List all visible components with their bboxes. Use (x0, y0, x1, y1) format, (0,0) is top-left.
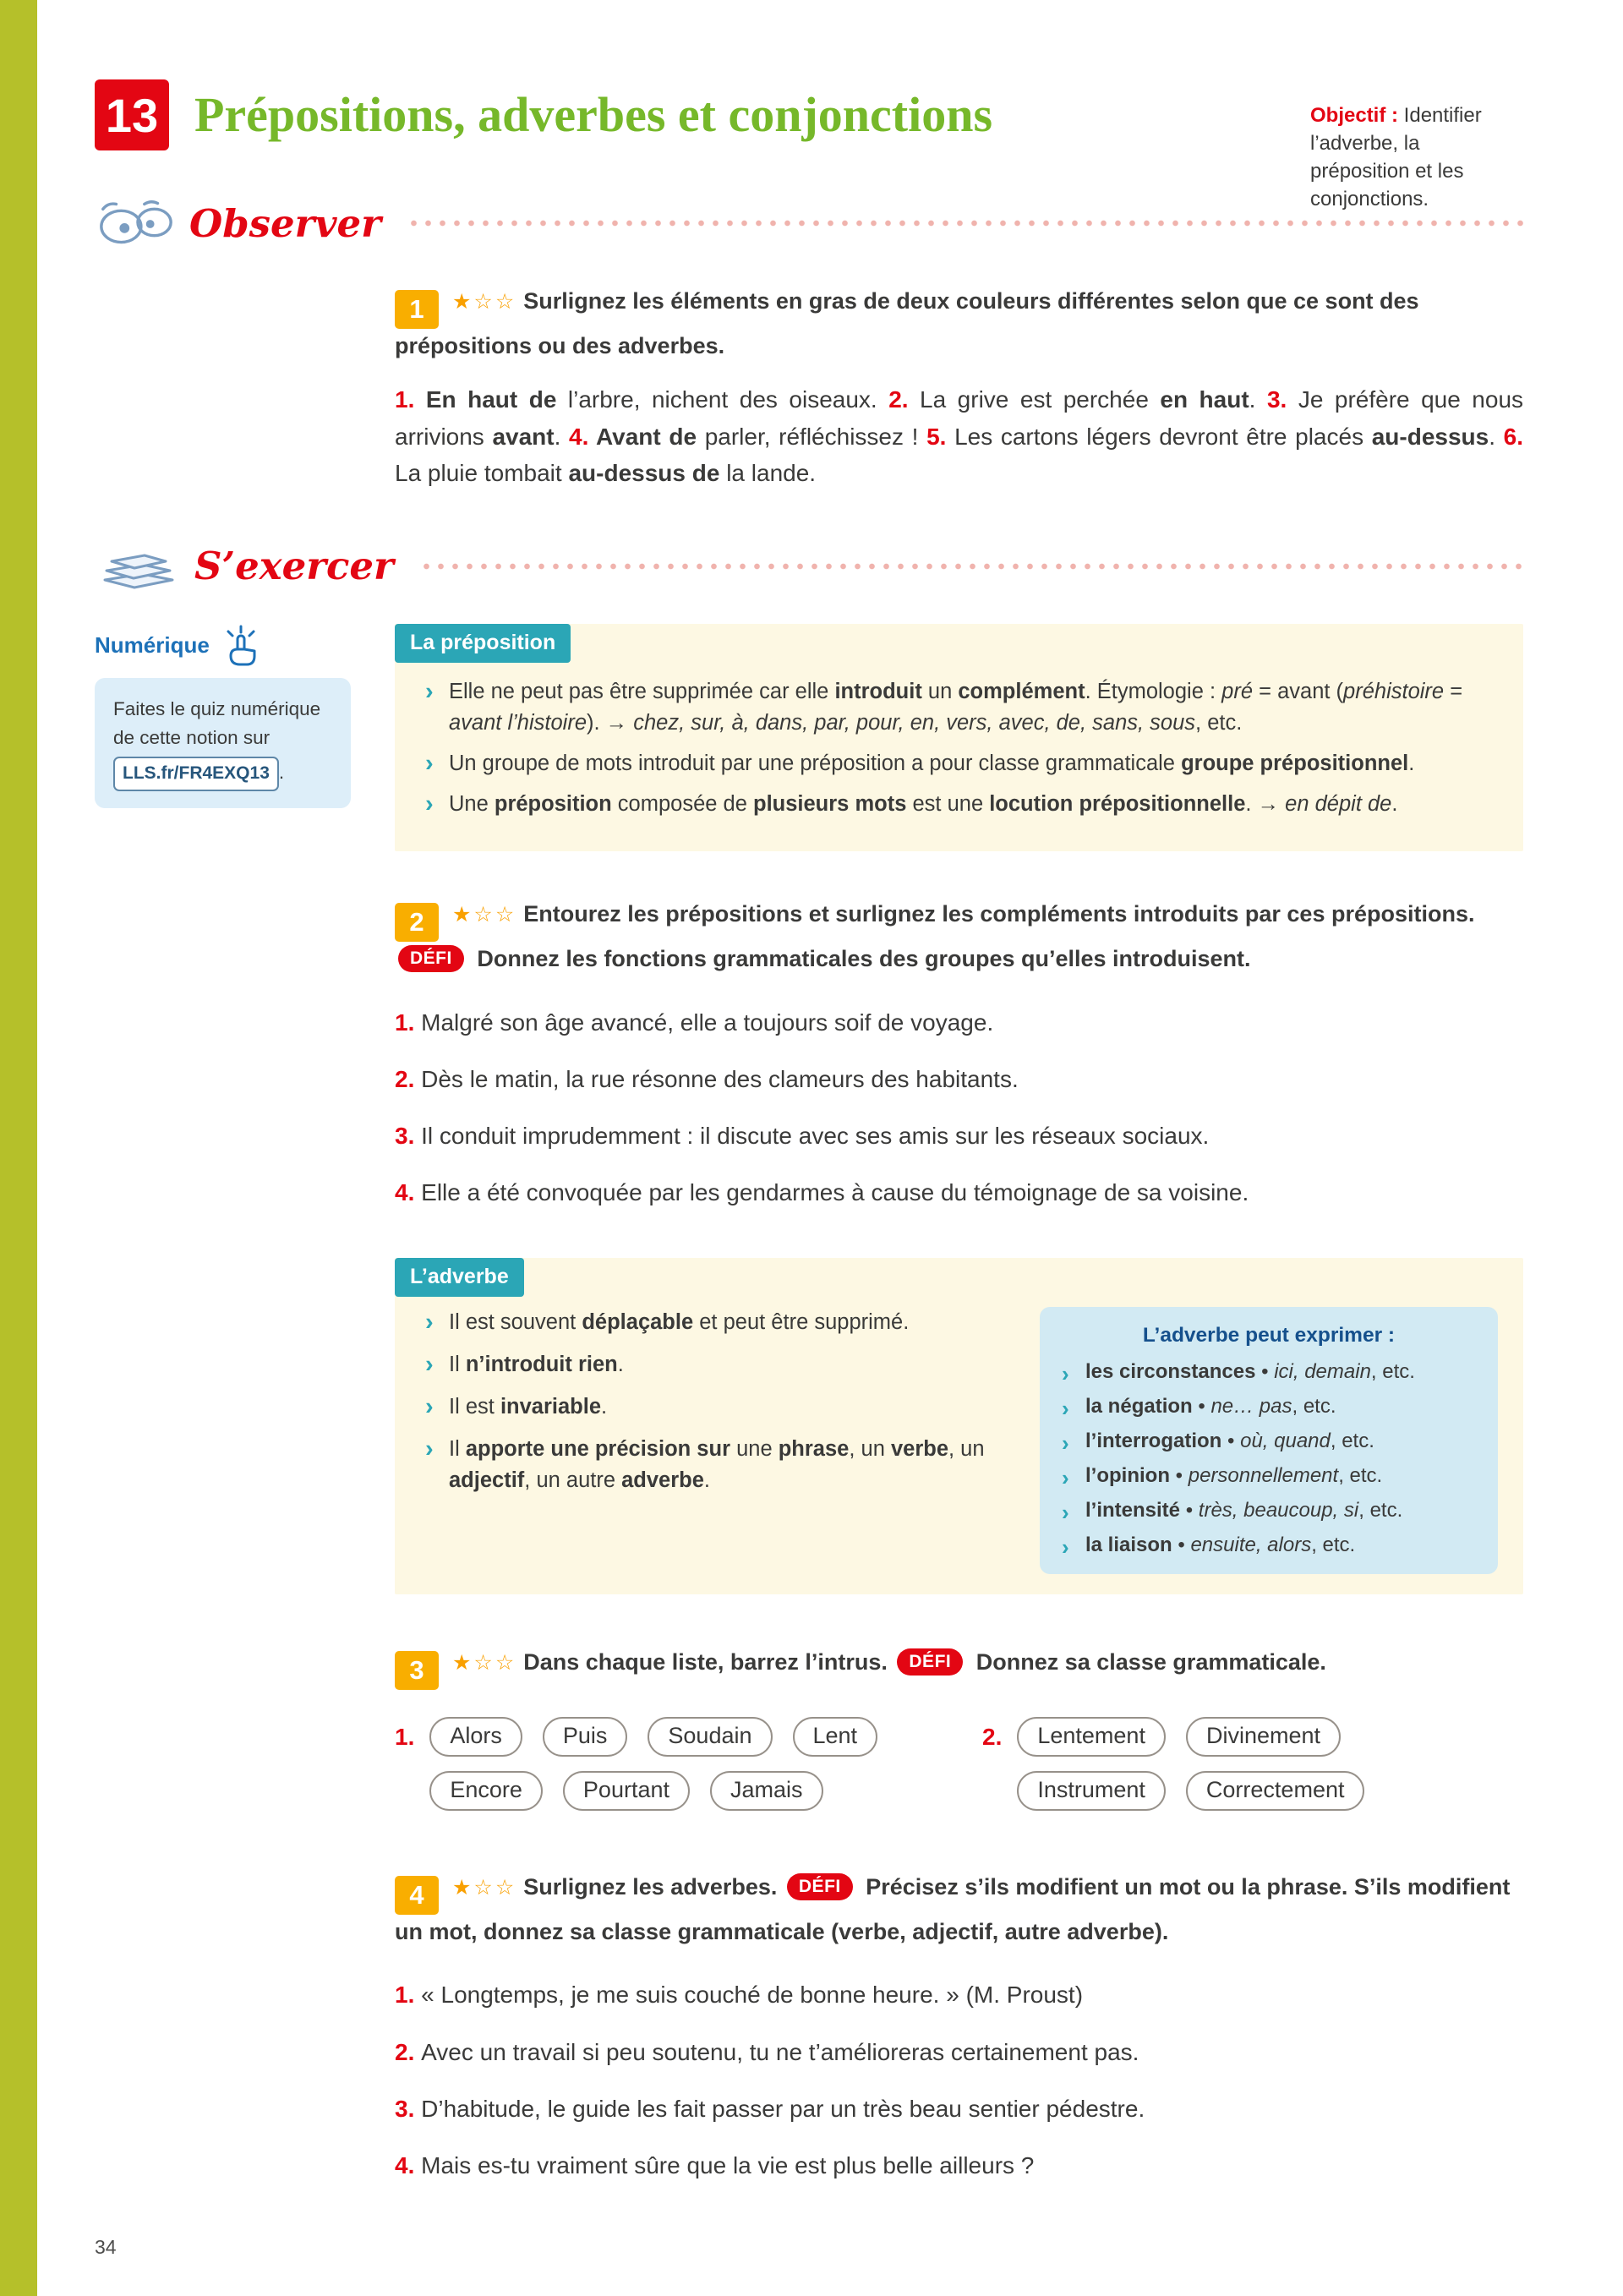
observer-section-header (95, 196, 1523, 250)
bullet-text: Un groupe de mots introduit par une préposition a pour classe grammaticale groupe prépositionnel. (449, 751, 1415, 775)
exercise-1-sentences: 1. En haut de l’arbre, nichent des oiseaux. 2. La grive est perchée en haut. 3. Je préfère que nous arrivions avant. 4. Avant de parler, réfléchissez ! 5. Les cartons légers devront être placés au-dessus. 6. La pluie tombait au-dessus de la lande. (395, 385, 1524, 487)
bullet-text: Il n’introduit rien. (449, 1353, 624, 1377)
bullet-text: Il est invariable. (449, 1395, 608, 1419)
lesson-bullet (420, 748, 1498, 779)
numerique-note (95, 624, 395, 851)
chevron-bullet-icon: › (1062, 1464, 1069, 1490)
chapter-header (95, 79, 1523, 211)
exercise-4-consigne (395, 1870, 1523, 1950)
word-pill: Divinement (1186, 1717, 1341, 1757)
page-title: Prépositions, adverbes et conjonctions (194, 87, 993, 142)
word-pill: Alors (429, 1717, 522, 1757)
numerique-period: . (278, 762, 285, 784)
lesson-bullet (420, 789, 1498, 820)
exercise-1-instruction: Surlignez les éléments en gras de deux couleurs différentes selon que ce sont des prépositions ou des adverbes. (395, 288, 1419, 358)
bullet-text: l’intensité • très, beaucoup, si, etc. (1085, 1498, 1403, 1522)
bullet-text: l’opinion • personnellement, etc. (1085, 1463, 1383, 1487)
bullet-text: la liaison • ensuite, alors, etc. (1085, 1533, 1356, 1556)
observer-label: Observer (189, 200, 381, 246)
bullet-text: l’interrogation • où, quand, etc. (1085, 1430, 1374, 1453)
defi-badge: DÉFI (787, 1873, 853, 1900)
chevron-bullet-icon: › (1062, 1396, 1069, 1422)
bullet-text: Il apporte une précision sur une phrase, un verbe, un adjectif, un autre adverbe. (449, 1437, 985, 1493)
exercise-item: 3. D’habitude, le guide les fait passer par un très beau sentier pédestre. (395, 2095, 1145, 2122)
bullet-text: la négation • ne… pas, etc. (1085, 1395, 1336, 1419)
bullet-text: Elle ne peut pas être supprimée car elle introduit un complément. Étymologie : pré = avant (préhistoire = avant l’histoire). → chez, sur, à, dans, par, pour, en, vers, avec, de, sans, sous, etc. (449, 679, 1463, 735)
word-pill: Pourtant (563, 1771, 690, 1811)
lesson-row-preposition (95, 624, 1523, 851)
exercise-item: 2. Avec un travail si peu soutenu, tu ne t’amélioreras certainement pas. (395, 2038, 1139, 2065)
exercise-3-number-badge: 3 (395, 1651, 439, 1690)
exercise-4-number-badge: 4 (395, 1876, 439, 1915)
exercise-2 (395, 897, 1523, 1210)
adverbe-lesson-box (395, 1258, 1523, 1594)
exercise-3-consigne (395, 1645, 1523, 1690)
chevron-bullet-icon: › (425, 1393, 434, 1421)
numerique-label: Numérique (95, 631, 210, 658)
exercise-item: 3. Il conduit imprudemment : il discute avec ses amis sur les réseaux sociaux. (395, 1122, 1210, 1149)
exercise-2-consigne (395, 897, 1523, 977)
lesson-bullet (1060, 1460, 1478, 1493)
chevron-bullet-icon: › (1062, 1533, 1069, 1560)
exercise-item: 1. Malgré son âge avancé, elle a toujours soif de voyage. (395, 1009, 994, 1036)
books-stack-icon (95, 541, 183, 592)
word-pill: Instrument (1017, 1771, 1166, 1811)
defi-badge: DÉFI (897, 1648, 963, 1676)
intrus-lists (395, 1717, 1523, 1811)
adverbe-expressions-box (1040, 1307, 1498, 1573)
dotted-divider (407, 220, 1523, 227)
exercise-1-consigne (395, 284, 1523, 364)
preposition-chip: La préposition (395, 624, 571, 663)
exercise-3-instruction: Dans chaque liste, barrez l’intrus. DÉFI Donnez sa classe grammaticale. (523, 1648, 1326, 1675)
lesson-bullet (420, 676, 1498, 739)
intrus-list-2 (982, 1717, 1364, 1811)
page-edge-bar (0, 0, 37, 2296)
numerique-text: Faites le quiz numérique de cette notion sur (113, 697, 321, 748)
word-pill: Soudain (648, 1717, 772, 1757)
sexercer-label: S’exercer (194, 544, 394, 589)
chevron-bullet-icon: › (1062, 1430, 1069, 1457)
adverbe-chip: L’adverbe (395, 1258, 524, 1297)
lesson-bullet (420, 1349, 1001, 1380)
lls-link[interactable]: LLS.fr/FR4EXQ13 (113, 757, 279, 791)
pointer-hand-icon (218, 624, 265, 668)
exercise-2-number-badge: 2 (395, 903, 439, 942)
list-number: 1. (395, 1723, 415, 1750)
word-pill: Lent (793, 1717, 878, 1757)
objective-note: Objectif : Identifier l’adverbe, la préposition et les conjonctions. (1310, 104, 1482, 211)
chevron-bullet-icon: › (425, 749, 434, 777)
lesson-bullet (1060, 1495, 1478, 1528)
chevron-bullet-icon: › (425, 790, 434, 817)
bullet-text: Une préposition composée de plusieurs mots est une locution prépositionnelle. → en dépit de. (449, 791, 1398, 816)
chevron-bullet-icon: › (425, 1309, 434, 1337)
star-rating: ★☆☆ (452, 901, 517, 927)
preposition-lesson-box (395, 624, 1523, 851)
exercise-4-instruction: Surlignez les adverbes. DÉFI Précisez s’ils modifient un mot ou la phrase. S’ils modifient un mot, donnez sa classe grammaticale (verbe, adjectif, autre adverbe). (395, 1873, 1511, 1944)
exercise-item: 4. Elle a été convoquée par les gendarmes à cause du témoignage de sa voisine. (395, 1179, 1249, 1206)
lesson-bullet (1060, 1356, 1478, 1389)
lesson-bullet (420, 1434, 1001, 1496)
exercise-1-number-badge: 1 (395, 290, 439, 329)
adverbe-expressions-title: L’adverbe peut exprimer : (1142, 1324, 1396, 1348)
exercise-2-instruction: Entourez les prépositions et surlignez les compléments introduits par ces prépositions. DÉFI Donnez les fonctions grammaticales des groupes qu’elles introduisent. (395, 901, 1474, 971)
lesson-bullet (1060, 1391, 1478, 1424)
page-number: 34 (95, 2236, 117, 2258)
numerique-box (95, 678, 351, 808)
sexercer-section-header (95, 539, 1523, 593)
bullet-text: les circonstances • ici, demain, etc. (1085, 1360, 1415, 1384)
observer-eyes-icon (95, 197, 178, 249)
word-pill: Jamais (710, 1771, 823, 1811)
chevron-bullet-icon: › (1062, 1499, 1069, 1525)
chevron-bullet-icon: › (425, 1435, 434, 1463)
dotted-divider (419, 563, 1523, 570)
exercise-4 (395, 1870, 1523, 2183)
chapter-number-badge: 13 (95, 79, 169, 150)
adverbe-properties (420, 1307, 1001, 1573)
word-pill: Lentement (1017, 1717, 1166, 1757)
exercise-item: 4. Mais es-tu vraiment sûre que la vie est plus belle ailleurs ? (395, 2151, 1035, 2178)
lesson-bullet (1060, 1425, 1478, 1458)
chevron-bullet-icon: › (425, 1351, 434, 1379)
list-number: 2. (982, 1723, 1003, 1750)
lesson-bullet (1060, 1529, 1478, 1562)
exercise-item: 1. « Longtemps, je me suis couché de bonne heure. » (M. Proust) (395, 1982, 1084, 2009)
lesson-bullet (420, 1307, 1001, 1338)
word-pill: Puis (543, 1717, 628, 1757)
star-rating: ★☆☆ (452, 289, 517, 314)
chevron-bullet-icon: › (425, 677, 434, 705)
star-rating: ★☆☆ (452, 1649, 517, 1675)
exercise-1 (395, 284, 1523, 492)
word-pill: Encore (429, 1771, 543, 1811)
word-pill: Correctement (1186, 1771, 1365, 1811)
bullet-text: Il est souvent déplaçable et peut être supprimé. (449, 1310, 910, 1335)
exercise-3 (395, 1645, 1523, 1811)
exercise-item: 2. Dès le matin, la rue résonne des clameurs des habitants. (395, 1065, 1019, 1092)
intrus-list-1 (395, 1717, 982, 1811)
lesson-bullet (420, 1391, 1001, 1423)
defi-badge: DÉFI (398, 945, 464, 972)
chevron-bullet-icon: › (1062, 1361, 1069, 1387)
star-rating: ★☆☆ (452, 1874, 517, 1900)
